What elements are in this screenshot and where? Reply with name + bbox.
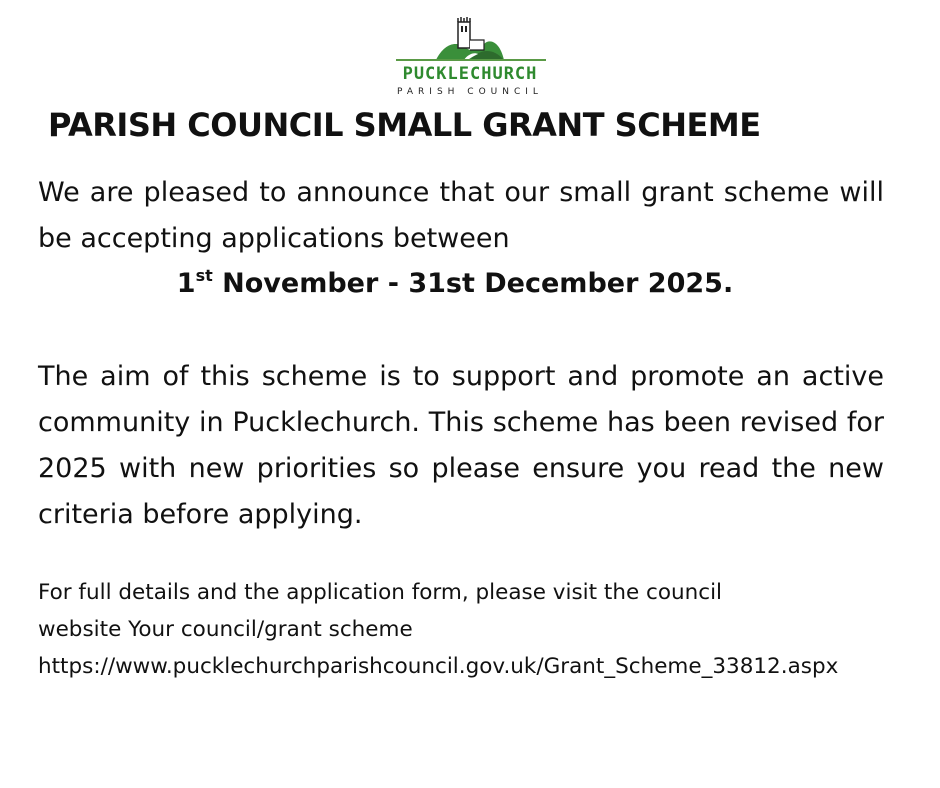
application-dates (0, 262, 910, 306)
logo-divider (396, 59, 546, 61)
intro-paragraph: We are pleased to announce that our small grant scheme will be accepting applications between (38, 177, 884, 254)
details-line-1: For full details and the application form, please visit the council (38, 580, 723, 605)
council-logo (0, 14, 940, 102)
dates-day: 1 (176, 268, 196, 299)
logo-name: PUCKLECHURCH (402, 64, 538, 84)
aim-paragraph: The aim of this scheme is to support and promote an active community in Pucklechurch. This scheme has been revised for 2025 with new priorities so please ensure you read the new criteria before applying. (38, 361, 884, 530)
council-website-link[interactable]: https://www.pucklechurchparishcouncil.gov.uk/Grant_Scheme_33812.aspx (38, 654, 839, 679)
logo-subtitle: PARISH COUNCIL (397, 87, 543, 97)
dates-ordinal: st (195, 266, 213, 285)
details-line-2: website Your council/grant scheme (38, 617, 413, 642)
dates-rest: November - 31st December 2025. (212, 268, 734, 299)
church-hill-logo-icon (434, 14, 506, 62)
page-title: PARISH COUNCIL SMALL GRANT SCHEME (48, 106, 761, 144)
details-paragraph (38, 574, 898, 685)
